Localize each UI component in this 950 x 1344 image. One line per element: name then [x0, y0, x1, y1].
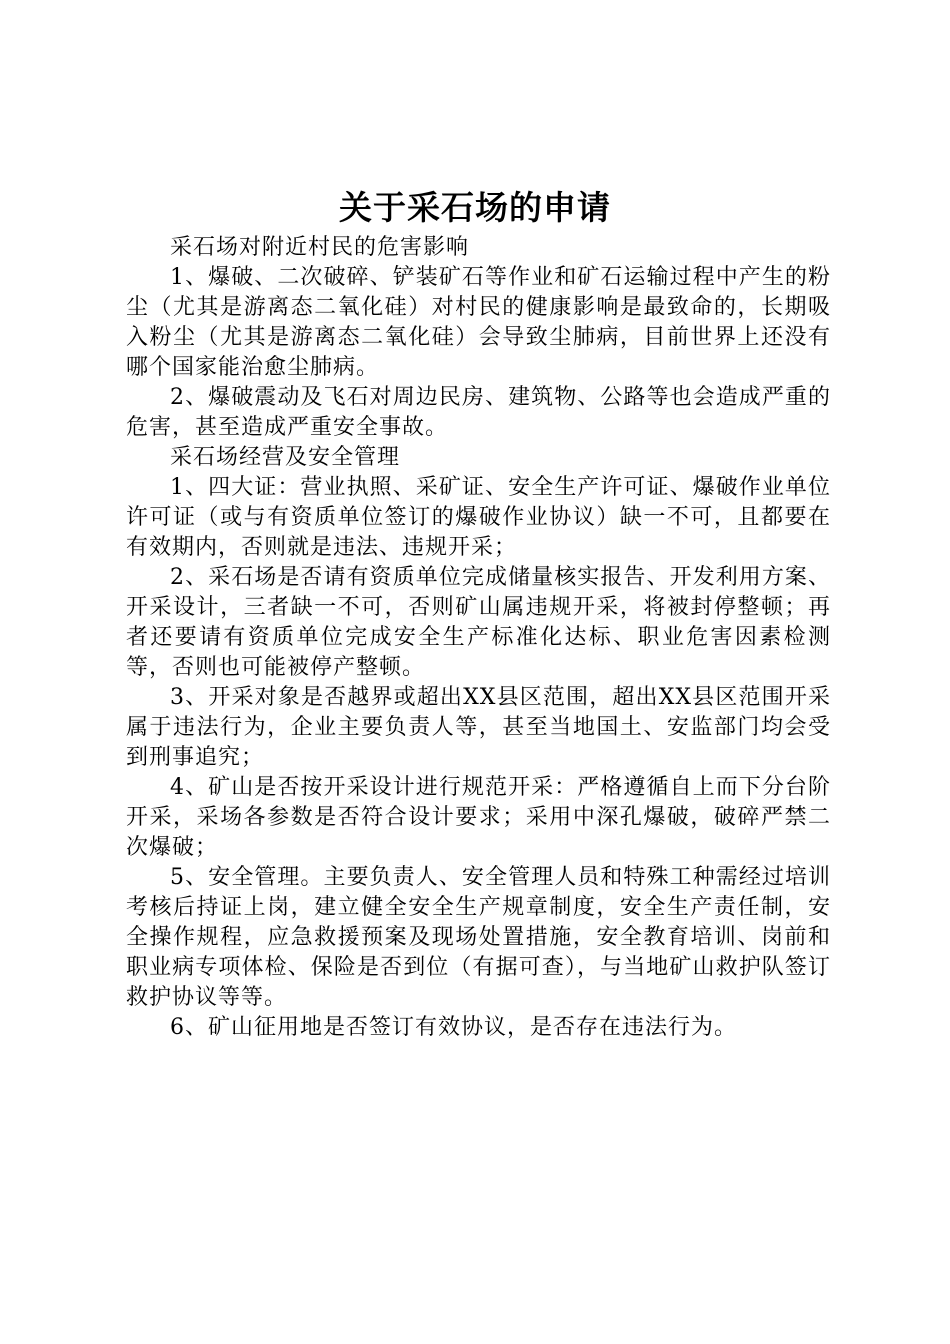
document-title: 关于采石场的申请	[339, 188, 611, 227]
paragraph-reports: 2、采石场是否请有资质单位完成储量核实报告、开发利用方案、开采设计，三者缺一不可，否则矿山属违规开采，将被封停整顿；再者还要请有资质单位完成安全生产标准化达标、职业危害因素检测等，否则也可能被停产整顿。	[126, 565, 831, 680]
paragraph-boundary: 3、开采对象是否越界或超出XX县区范围，超出XX县区范围开采属于违法行为，企业主要负责人等，甚至当地国土、安监部门均会受到刑事追究；	[126, 685, 831, 770]
section-heading-hazards: 采石场对附近村民的危害影响	[170, 235, 470, 260]
document-body	[126, 233, 831, 1043]
paragraph-mining-design: 4、矿山是否按开采设计进行规范开采：严格遵循自上而下分台阶开采，采场各参数是否符合设计要求；采用中深孔爆破，破碎严禁二次爆破；	[126, 775, 831, 860]
paragraph-blasting-hazard: 2、爆破震动及飞石对周边民房、建筑物、公路等也会造成严重的危害，甚至造成严重安全事故。	[126, 385, 831, 440]
paragraph-safety-management: 5、安全管理。主要负责人、安全管理人员和特殊工种需经过培训考核后持证上岗，建立健全安全生产规章制度，安全生产责任制，安全操作规程，应急救援预案及现场处置措施，安全教育培训、岗前和职业病专项体检、保险是否到位（有据可查），与当地矿山救护队签订救护协议等等。	[126, 865, 831, 1010]
section-heading-management: 采石场经营及安全管理	[170, 445, 401, 470]
paragraph-land-use: 6、矿山征用地是否签订有效协议，是否存在违法行为。	[170, 1015, 737, 1040]
paragraph-dust-hazard: 1、爆破、二次破碎、铲装矿石等作业和矿石运输过程中产生的粉尘（尤其是游离态二氧化硅）对村民的健康影响是最致命的，长期吸入粉尘（尤其是游离态二氧化硅）会导致尘肺病，目前世界上还没有哪个国家能治愈尘肺病。	[126, 265, 831, 380]
paragraph-licenses: 1、四大证：营业执照、采矿证、安全生产许可证、爆破作业单位许可证（或与有资质单位签订的爆破作业协议）缺一不可，且都要在有效期内，否则就是违法、违规开采；	[126, 475, 831, 560]
